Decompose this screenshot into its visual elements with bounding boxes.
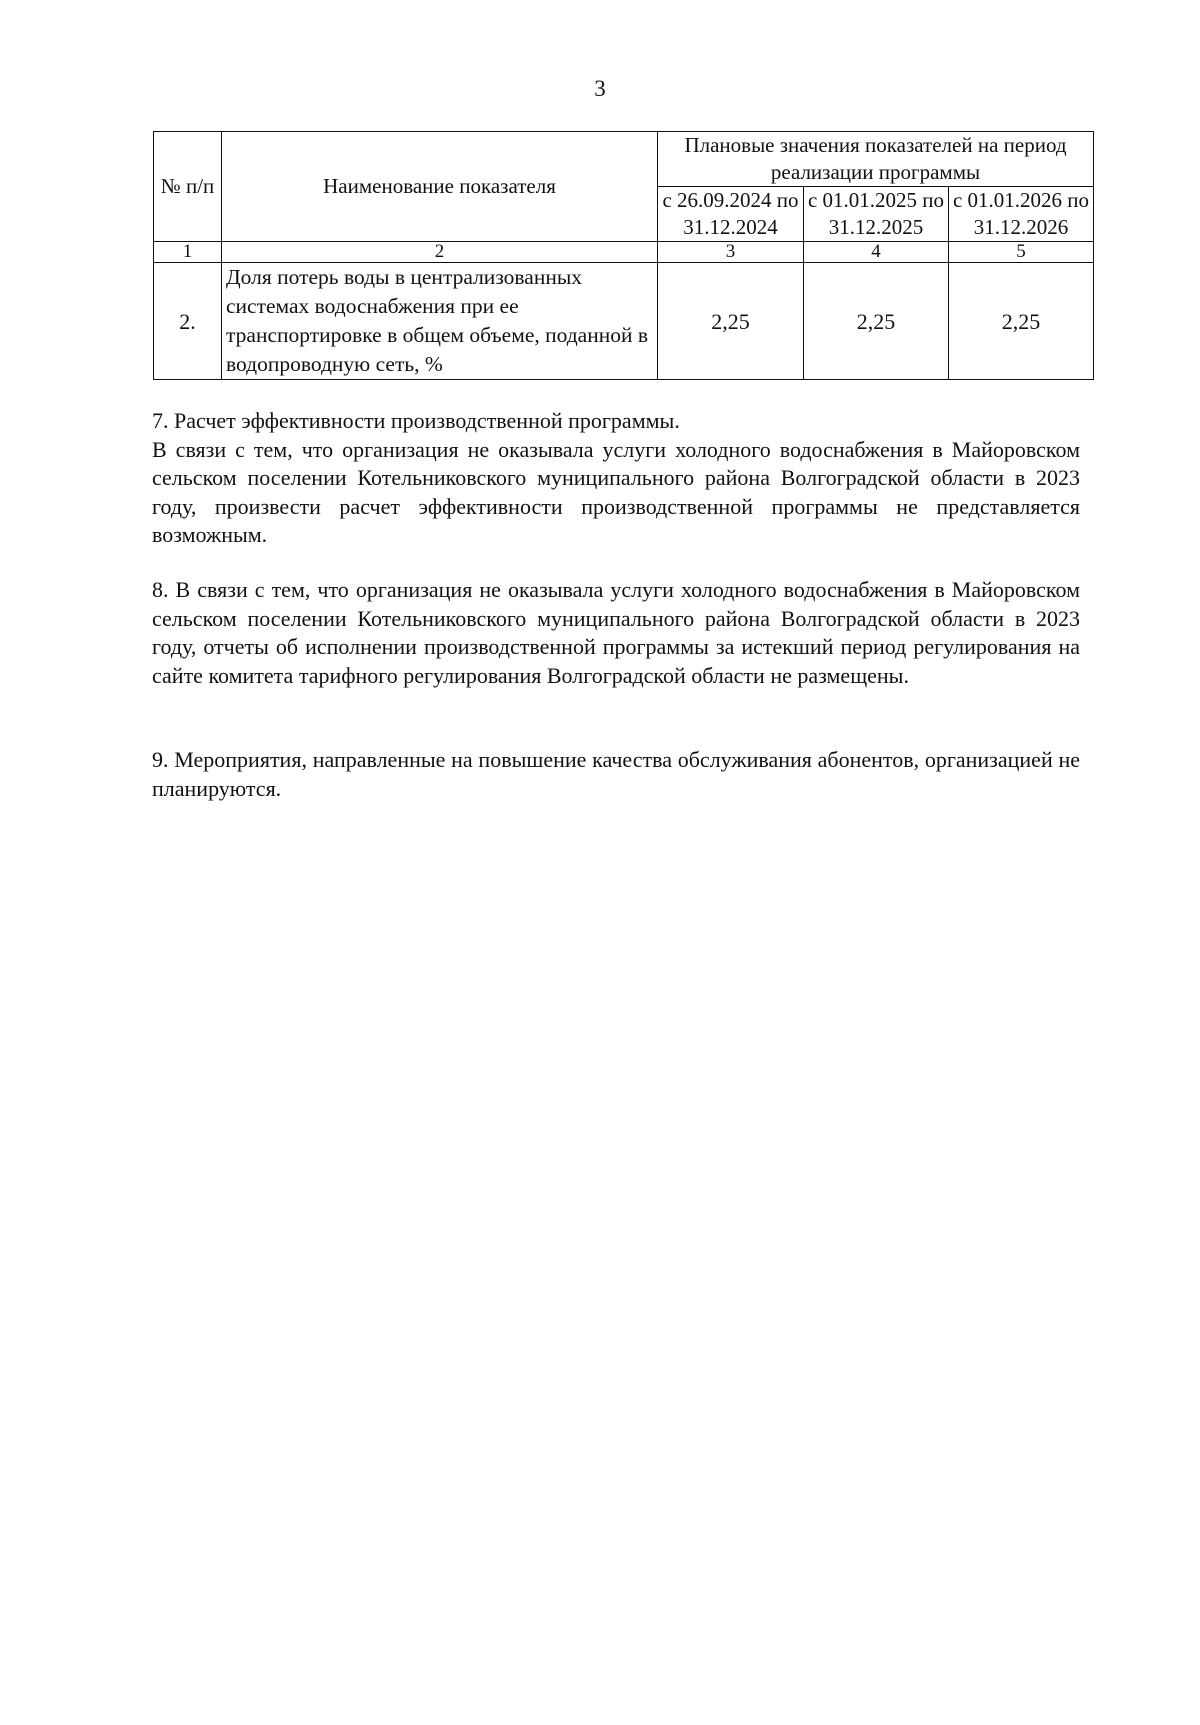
table-row	[154, 263, 1094, 380]
section-7	[152, 407, 1080, 550]
header-period: с 01.01.2026 по 31.12.2026	[949, 187, 1094, 242]
column-number: 3	[658, 242, 804, 263]
table-header-row	[154, 132, 1094, 187]
section-8	[152, 576, 1080, 690]
table-column-numbers-row	[154, 242, 1094, 263]
column-number: 5	[949, 242, 1094, 263]
row-indicator-name: Доля потерь воды в централизованных системах водоснабжения при ее транспортировке в общем объеме, поданной в водопроводную сеть, %	[222, 263, 658, 380]
header-number-col: № п/п	[154, 132, 222, 242]
section-9	[152, 746, 1080, 803]
section-8-text: 8. В связи с тем, что организация не оказывала услуги холодного водоснабжения в Майоровском сельском поселении Котельниковского муниципального района Волгоградской области в 2023 году, отчеты об исполнении производственной программы за истекший период регулирования на сайте комитета тарифного регулирования Волгоградской области не размещены.	[152, 577, 1080, 688]
column-number: 4	[804, 242, 949, 263]
row-value: 2,25	[949, 263, 1094, 380]
section-7-body: В связи с тем, что организация не оказывала услуги холодного водоснабжения в Майоровском сельском поселении Котельниковского муниципального района Волгоградской области в 2023 году, произвести расчет эффективности производственной программы не представляется возможным.	[152, 436, 1080, 547]
column-number: 2	[222, 242, 658, 263]
section-7-title: 7. Расчет эффективности производственной программы.	[152, 408, 680, 433]
header-period: с 01.01.2025 по 31.12.2025	[804, 187, 949, 242]
page-number: 3	[594, 76, 606, 101]
header-planned-values: Плановые значения показателей на период реализации программы	[658, 132, 1094, 187]
indicators-table	[153, 131, 1094, 380]
header-period: с 26.09.2024 по 31.12.2024	[658, 187, 804, 242]
header-name-col: Наименование показателя	[222, 132, 658, 242]
row-number: 2.	[154, 263, 222, 380]
column-number: 1	[154, 242, 222, 263]
row-value: 2,25	[658, 263, 804, 380]
section-9-text: 9. Мероприятия, направленные на повышение качества обслуживания абонентов, организацией не планируются.	[152, 747, 1080, 801]
row-value: 2,25	[804, 263, 949, 380]
